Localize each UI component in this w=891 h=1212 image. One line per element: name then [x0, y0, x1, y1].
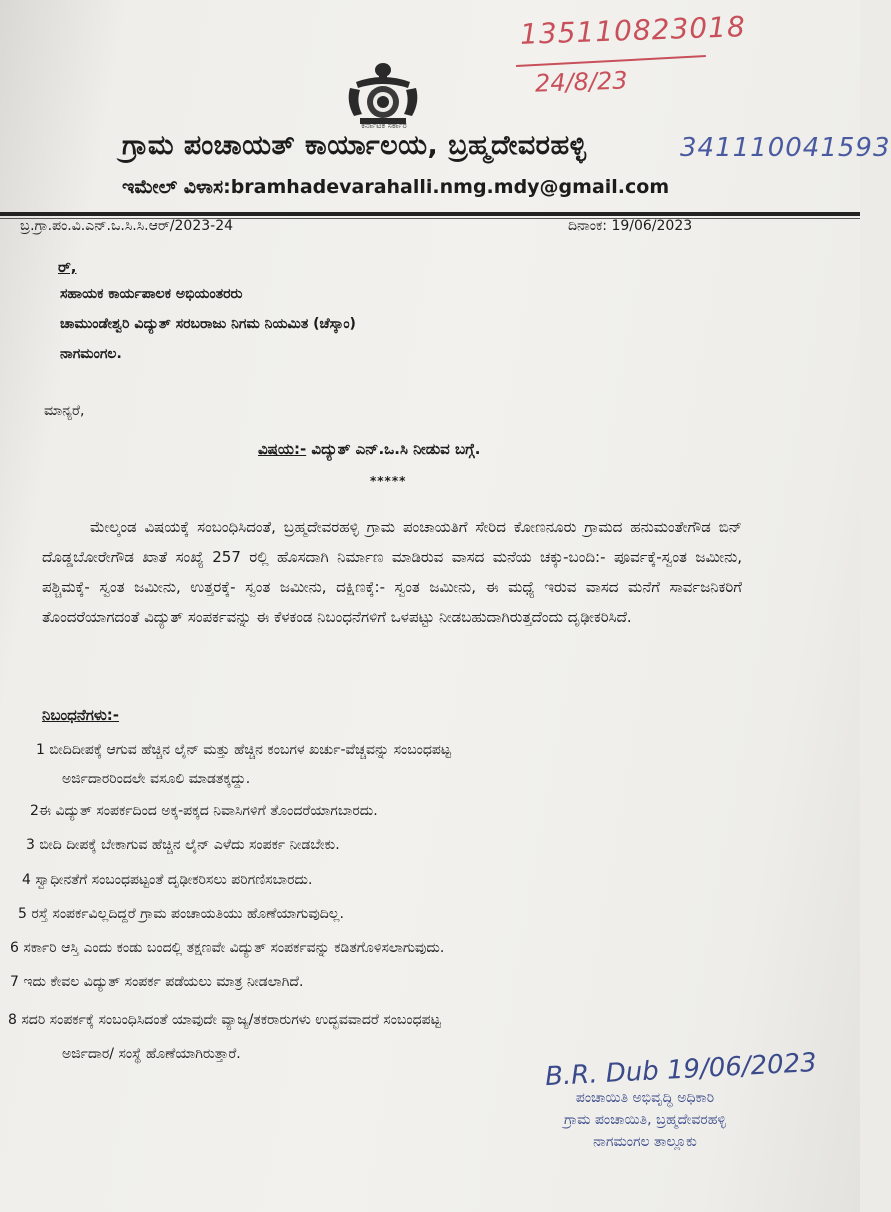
subject-stars: ***** — [370, 474, 407, 488]
header-divider — [0, 212, 860, 216]
recipient-organization: ಚಾಮುಂಡೇಶ್ವರಿ ವಿದ್ಯುತ್ ಸರಬರಾಜು ನಿಗಮ ನಿಯಮಿತ (ಚೆಸ್ಕಾಂ) — [60, 316, 356, 332]
condition-item: 2ಈ ವಿದ್ಯುತ್ ಸಂಪರ್ಕದಿಂದ ಅಕ್ಕ-ಪಕ್ಕದ ನಿವಾಸಿಗಳಿಗೆ ತೊಂದರೆಯಾಗಬಾರದು. — [30, 803, 378, 819]
to-label: ರ್, — [58, 258, 77, 276]
designation-line: ನಾಗಮಂಗಲ ತಾಲ್ಲೂಕು — [593, 1134, 697, 1150]
letter-date: ದಿನಾಂಕ: 19/06/2023 — [568, 218, 693, 234]
condition-item: 1 ಬೀದಿದೀಪಕ್ಕೆ ಆಗುವ ಹೆಚ್ಚಿನ ಲೈನ್ ಮತ್ತು ಹೆಚ್ಚಿನ ಕಂಬಗಳ ಖರ್ಚು-ವೆಚ್ಚವನ್ನು ಸಂಬಂಧಪಟ್ಟ — [36, 742, 452, 758]
subject-line — [258, 440, 480, 458]
officer-designation — [520, 1087, 770, 1153]
office-email: ಇಮೇಲ್ ವಿಳಾಸ:bramhadevarahalli.nmg.mdy@gmail.com — [122, 176, 670, 198]
recipient-designation: ಸಹಾಯಕ ಕಾರ್ಯಪಾಲಕ ಅಭಿಯಂತರರು — [60, 286, 243, 302]
handwritten-side-number: 341110041593 — [680, 133, 891, 163]
subject-text: ವಿದ್ಯುತ್ ಎನ್.ಒ.ಸಿ ನೀಡುವ ಬಗ್ಗೆ. — [306, 440, 481, 458]
designation-line: ಗ್ರಾಮ ಪಂಚಾಯಿತಿ, ಬ್ರಹ್ಮದೇವರಹಳ್ಳಿ — [564, 1112, 726, 1128]
condition-item-continued: ಅರ್ಜಿದಾರರಿಂದಲೇ ವಸೂಲಿ ಮಾಡತಕ್ಕದ್ದು. — [62, 771, 251, 787]
officer-signature: B.R. Dub 19/06/2023 — [544, 1047, 818, 1093]
body-paragraph: ಮೇಲ್ಕಂಡ ವಿಷಯಕ್ಕೆ ಸಂಬಂಧಿಸಿದಂತೆ, ಬ್ರಹ್ಮದೇವರಹಳ್ಳಿ ಗ್ರಾಮ ಪಂಚಾಯತಿಗೆ ಸೇರಿದ ಕೋಣನೂರು ಗ್ರಾಮದ ಹನುಮಂತೇಗೌಡ ಬಿನ್ ದೊಡ್ಡಬೋರೇಗೌಡ ಖಾತೆ ಸಂಖ್ಯೆ 257 ರಲ್ಲಿ ಹೊಸದಾಗಿ ನಿರ್ಮಾಣ ಮಾಡಿರುವ ವಾಸದ ಮನೆಯ ಚಕ್ಕು-ಬಂದಿ:- ಪೂರ್ವಕ್ಕೆ-ಸ್ವಂತ ಜಮೀನು, ಪಶ್ಚಿಮಕ್ಕೆ- ಸ್ವಂತ ಜಮೀನು, ಉತ್ತರಕ್ಕೆ- ಸ್ವಂತ ಜಮೀನು, ದಕ್ಷಿಣಕ್ಕೆ:- ಸ್ವಂತ ಜಮೀನು, ಈ ಮಧ್ಯೆ ಇರುವ ವಾಸದ ಮನೆಗೆ ಸಾರ್ವಜನಿಕರಿಗೆ ತೊಂದರೆಯಾಗದಂತೆ ವಿದ್ಯುತ್ ಸಂಪರ್ಕವನ್ನು ಈ ಕೆಳಕಂಡ ನಿಬಂಧನೆಗಳಿಗೆ ಒಳಪಟ್ಟು ನೀಡಬಹುದಾಗಿರುತ್ತದೆಂದು ದೃಢೀಕರಿಸಿದೆ. — [42, 518, 742, 626]
handwritten-inward-number: 135110823018 — [519, 10, 747, 51]
subject-label: ವಿಷಯ:- — [258, 440, 307, 458]
handwritten-inward-date: 24/8/23 — [534, 66, 628, 98]
condition-item: 8 ಸದರಿ ಸಂಪರ್ಕಕ್ಕೆ ಸಂಬಂಧಿಸಿದಂತೆ ಯಾವುದೇ ವ್ಯಾಜ್ಯ/ತಕರಾರುಗಳು ಉದ್ಭವವಾದರೆ ಸಂಬಂಧಪಟ್ಟ — [8, 1012, 441, 1028]
condition-item: 4 ಸ್ವಾಧೀನತೆಗೆ ಸಂಬಂಧಪಟ್ಟಂತೆ ದೃಢೀಕರಿಸಲು ಪರಿಗಣಿಸಬಾರದು. — [22, 872, 313, 888]
conditions-heading: ನಿಬಂಧನೆಗಳು:- — [42, 706, 120, 724]
condition-item: 6 ಸರ್ಕಾರಿ ಆಸ್ತಿ ಎಂದು ಕಂಡು ಬಂದಲ್ಲಿ ತಕ್ಷಣವೇ ವಿದ್ಯುತ್ ಸಂಪರ್ಕವನ್ನು ಕಡಿತಗೊಳಿಸಲಾಗುವುದು. — [10, 940, 445, 956]
reference-number: ಬ್ರ.ಗ್ರಾ.ಪಂ.ವಿ.ಎನ್.ಒ.ಸಿ.ಸಿ.ಆರ್/2023-24 — [20, 218, 234, 234]
condition-item: 7 ಇದು ಕೇವಲ ವಿದ್ಯುತ್ ಸಂಪರ್ಕ ಪಡೆಯಲು ಮಾತ್ರ ನೀಡಲಾಗಿದೆ. — [10, 974, 304, 990]
condition-item: 3 ಬೀದಿ ದೀಪಕ್ಕೆ ಬೇಕಾಗುವ ಹೆಚ್ಚಿನ ಲೈನ್ ಎಳೆದು ಸಂಪರ್ಕ ನೀಡಬೇಕು. — [26, 837, 340, 853]
handwritten-underline — [516, 55, 706, 67]
designation-line: ಪಂಚಾಯಿತಿ ಅಭಿವೃದ್ಧಿ ಅಧಿಕಾರಿ — [575, 1090, 715, 1106]
condition-item: 5 ರಸ್ತೆ ಸಂಪರ್ಕವಿಲ್ಲದಿದ್ದರೆ ಗ್ರಾಮ ಪಂಚಾಯತಿಯು ಹೊಣೆಯಾಗುವುದಿಲ್ಲ. — [18, 906, 344, 922]
recipient-place: ನಾಗಮಂಗಲ. — [60, 346, 122, 362]
condition-item-continued: ಅರ್ಜಿದಾರ/ ಸಂಸ್ಥೆ ಹೊಣೆಯಾಗಿರುತ್ತಾರೆ. — [62, 1046, 241, 1062]
emblem-caption: ಕರ್ನಾಟಕ ಸರ್ಕಾರ — [361, 121, 407, 130]
salutation: ಮಾನ್ಯರೆ, — [44, 403, 85, 419]
office-title: ಗ್ರಾಮ ಪಂಚಾಯತ್ ಕಾರ್ಯಾಲಯ, ಬ್ರಹ್ಮದೇವರಹಳ್ಳಿ — [122, 130, 587, 161]
